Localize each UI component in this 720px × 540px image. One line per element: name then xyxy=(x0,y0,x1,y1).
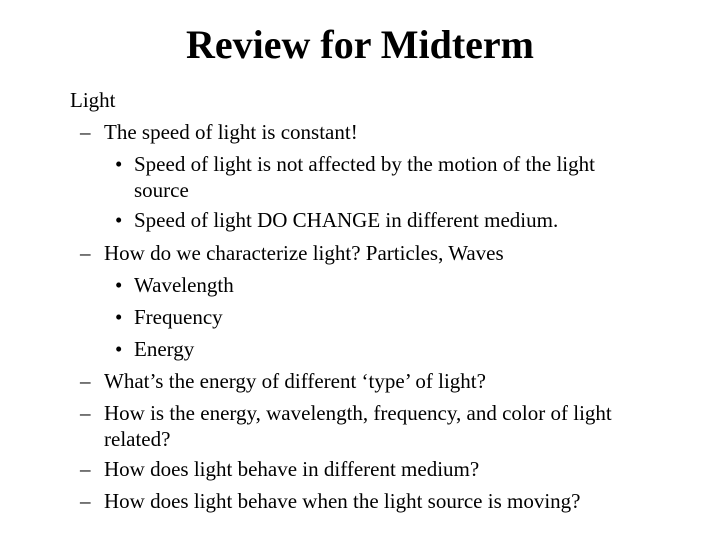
list-item-bullet: Speed of light DO CHANGE in different medium. xyxy=(134,208,559,232)
list-item-dash: How does light behave when the light source is moving? xyxy=(104,489,581,513)
list-item-dash-continuation: related? xyxy=(104,427,171,451)
bullet-marker: • xyxy=(115,273,123,297)
list-item-dash: What’s the energy of different ‘type’ of light? xyxy=(104,369,486,393)
dash-marker: – xyxy=(80,489,91,513)
list-item-bullet-continuation: source xyxy=(134,178,189,202)
bullet-marker: • xyxy=(115,337,123,361)
list-item-dash: The speed of light is constant! xyxy=(104,120,358,144)
dash-marker: – xyxy=(80,241,91,265)
bullet-marker: • xyxy=(115,208,123,232)
list-item-dash: How do we characterize light? Particles, Waves xyxy=(104,241,504,265)
list-item-dash: How is the energy, wavelength, frequency, and color of light xyxy=(104,401,612,425)
dash-marker: – xyxy=(80,120,91,144)
list-item-dash: How does light behave in different medium? xyxy=(104,457,480,481)
bullet-marker: • xyxy=(115,152,123,176)
bullet-marker: • xyxy=(115,305,123,329)
list-item-bullet: Frequency xyxy=(134,305,223,329)
list-item-bullet: Speed of light is not affected by the motion of the light xyxy=(134,152,595,176)
dash-marker: – xyxy=(80,401,91,425)
topic-heading: Light xyxy=(70,88,116,112)
slide-title: Review for Midterm xyxy=(185,22,534,67)
list-item-bullet: Energy xyxy=(134,337,195,361)
dash-marker: – xyxy=(80,369,91,393)
dash-marker: – xyxy=(80,457,91,481)
list-item-bullet: Wavelength xyxy=(134,273,234,297)
